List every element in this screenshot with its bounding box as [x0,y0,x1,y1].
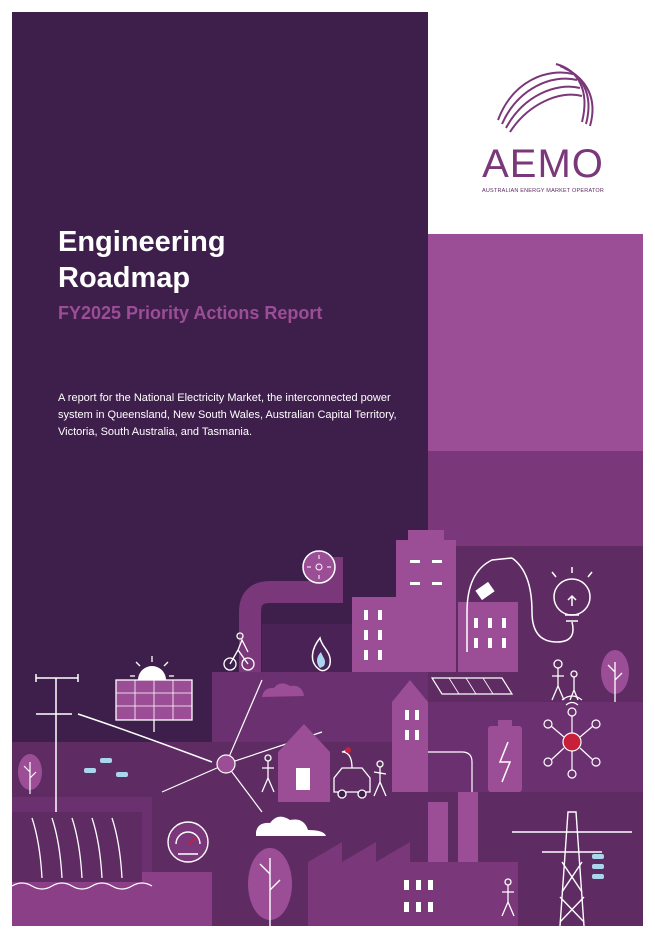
report-cover [12,12,643,926]
solar-panel-icon [116,680,192,732]
logo-wordmark: AEMO [482,142,604,186]
lightbulb-icon [512,558,592,642]
solar-panel-icon [432,678,512,694]
sun-icon [130,656,174,680]
logo-tagline: AUSTRALIAN ENERGY MARKET OPERATOR [481,188,605,194]
gauge-icon [168,822,208,862]
title-line: Roadmap [58,262,191,294]
people-icon [552,660,578,700]
house-icon [392,680,428,792]
intro-text: A report for the National Electricity Market, the interconnected power system in Queensland, New South Wales, Australian Capital Territory, Victoria, South Australia, and Tasmania. [58,392,397,438]
dam-icon [12,812,152,889]
energy-city-illustration [12,12,643,926]
title-line: Engineering [58,226,226,258]
page-subtitle: FY2025 Priority Actions Report [58,303,323,323]
battery-icon [488,720,522,792]
transmission-tower-icon [512,812,632,926]
tree-icon [601,650,629,702]
clock-icon [303,551,335,583]
